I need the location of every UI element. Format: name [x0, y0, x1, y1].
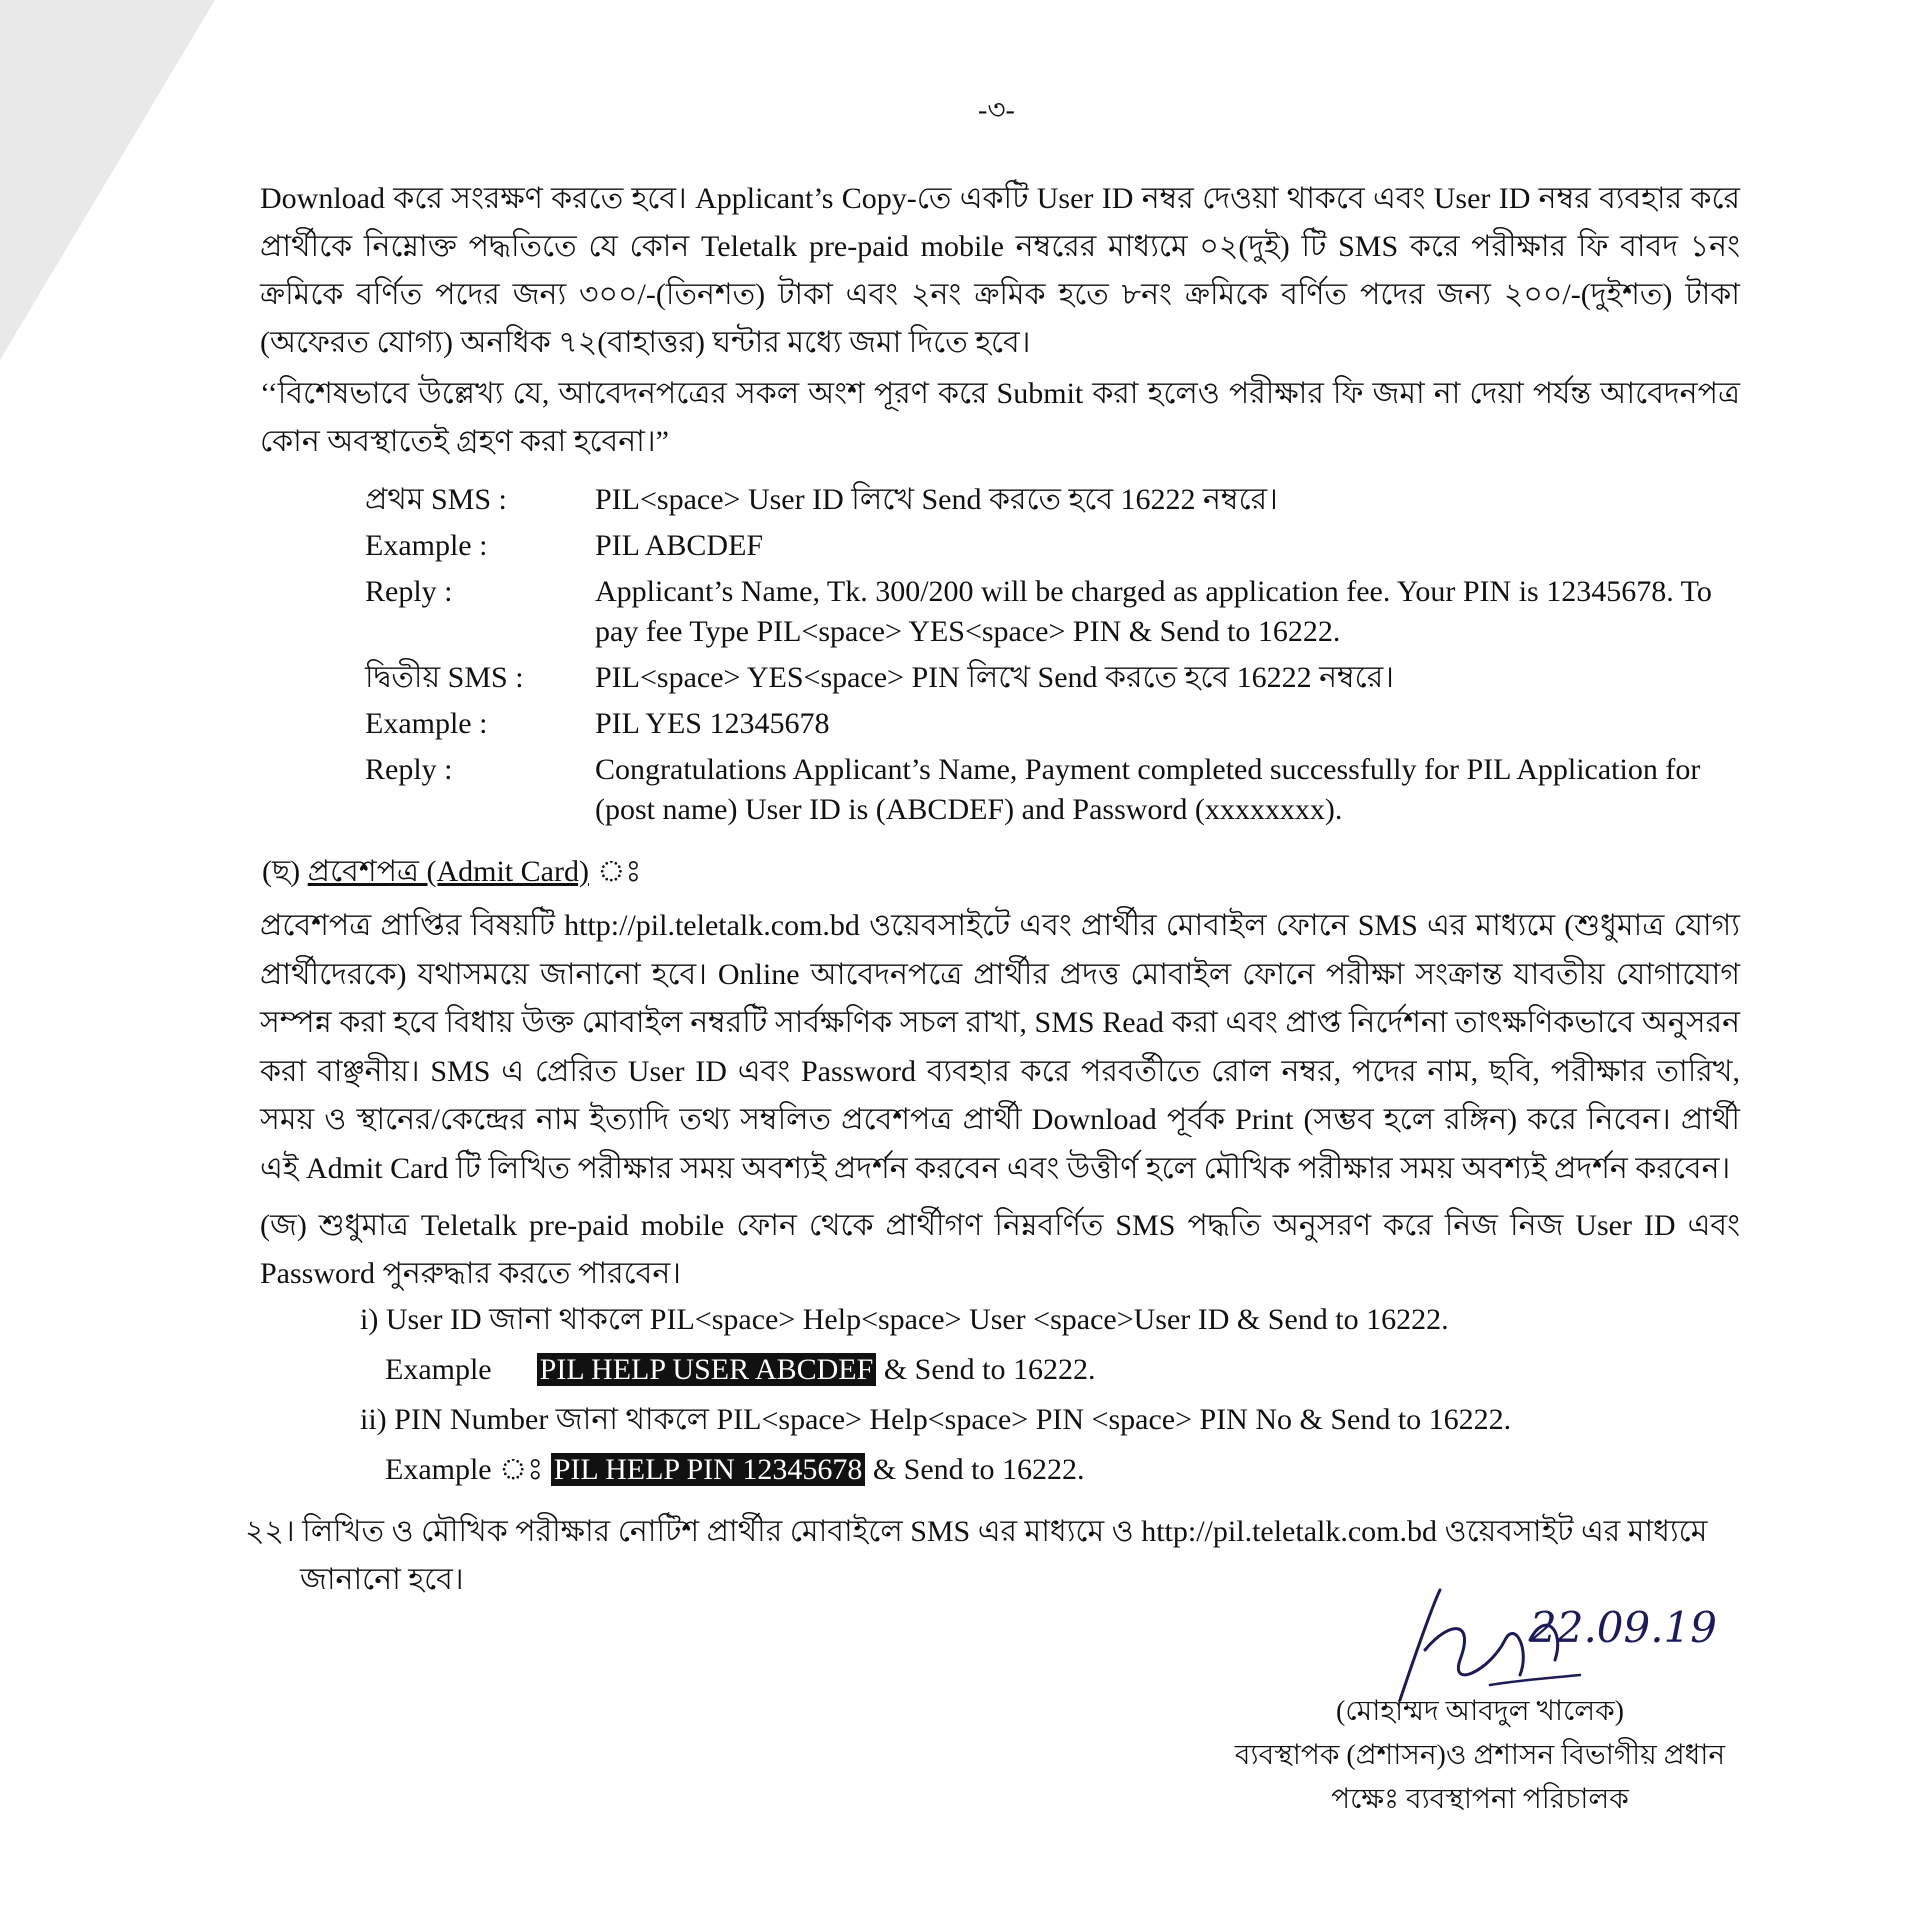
example-tail: & Send to 16222. [872, 1453, 1085, 1486]
fee-instructions-paragraph: Download করে সংরক্ষণ করতে হবে। Applicant’s Copy-তে একটি User ID নম্বর দেওয়া থাকবে এবং User ID নম্বর ব্যবহার করে প্রার্থীকে নিম্নোক্ত পদ্ধতিতে যে কোন Teletalk pre-paid mobile নম্বরের মাধ্যমে ০২(দুই) টি SMS করে পরীক্ষার ফি বাবদ ১নং ক্রমিকে বর্ণিত পদের জন্য ৩০০/-(তিনশত) টাকা এবং ২নং ক্রমিক হতে ৮নং ক্রমিকে বর্ণিত পদের জন্য ২০০/-(দুইশত) টাকা (অফেরত যোগ্য) অনধিক ৭২(বাহাত্তর) ঘন্টার মধ্যে জমা দিতে হবে। [260, 182, 1740, 359]
item-22-continuation: জানানো হবে। [300, 1563, 464, 1596]
sms-step-label: Reply : [365, 753, 453, 786]
sms-step-row [365, 572, 1755, 652]
notice-paragraph: ‘‘বিশেষভাবে উল্লেখ্য যে, আবেদনপত্রের সকল অংশ পূরণ করে Submit করা হলেও পরীক্ষার ফি জমা না দেয়া পর্যন্ত আবেদনপত্র কোন অবস্থাতেই গ্রহণ করা হবেনা।” [260, 377, 1740, 458]
sms-step-label: Example : [365, 707, 488, 740]
sms-step-row [365, 480, 1755, 520]
example-code-highlight: PIL HELP PIN 12345678 [551, 1453, 866, 1486]
sms-step-row [365, 526, 1755, 566]
recovery-user-id-example [360, 1350, 1760, 1390]
sms-step-value: PIL<space> YES<space> PIN লিখে Send করতে হবে 16222 নম্বরে। [595, 661, 1394, 694]
sms-step-row [365, 704, 1755, 744]
admit-card-prefix: (ছ) [262, 855, 301, 888]
page-corner-fold [0, 0, 215, 360]
example-label: Example [385, 1353, 492, 1386]
sms-step-label: প্রথম SMS : [365, 483, 507, 516]
signature-block [1220, 1690, 1740, 1822]
page-number: -৩- [978, 95, 1015, 126]
example-tail: & Send to 16222. [883, 1353, 1096, 1386]
recovery-help-block [360, 1300, 1760, 1500]
sms-step-value: PIL<space> User ID লিখে Send করতে হবে 16222 নম্বরে। [595, 483, 1278, 516]
signature-date: 22.09.19 [1530, 1603, 1718, 1652]
signatory-name: (মোহাম্মদ আবদুল খালেক) [1335, 1696, 1625, 1727]
sms-step-label: Reply : [365, 575, 453, 608]
recovery-user-id-line: i) User ID জানা থাকলে PIL<space> Help<space> User <space>User ID & Send to 16222. [360, 1303, 1449, 1336]
admit-card-heading [262, 852, 641, 892]
signatory-designation: ব্যবস্থাপক (প্রশাসন)ও প্রশাসন বিভাগীয় প্রধান [1234, 1740, 1726, 1771]
sms-step-value: PIL ABCDEF [595, 529, 764, 562]
sms-steps-table [365, 480, 1755, 836]
sms-step-label: Example : [365, 529, 488, 562]
recovery-paragraph: (জ) শুধুমাত্র Teletalk pre-paid mobile ফোন থেকে প্রার্থীগণ নিম্নবর্ণিত SMS পদ্ধতি অনুসরণ করে নিজ নিজ User ID এবং Password পুনরুদ্ধার করতে পারবেন। [260, 1209, 1740, 1290]
sms-step-value: Congratulations Applicant’s Name, Payment completed successfully for PIL Application for (post name) User ID is (ABCDEF) and Password (xxxxxxxx). [595, 753, 1701, 826]
recovery-pin-line: ii) PIN Number জানা থাকলে PIL<space> Help<space> PIN <space> PIN No & Send to 16222. [360, 1403, 1512, 1436]
example-code-highlight: PIL HELP USER ABCDEF [537, 1353, 877, 1386]
sms-step-row [365, 658, 1755, 698]
sms-step-row [365, 750, 1755, 830]
sms-step-value: PIL YES 12345678 [595, 707, 830, 740]
sms-step-label: দ্বিতীয় SMS : [365, 661, 524, 694]
example-label: Example ঃ [385, 1453, 544, 1486]
sms-step-value: Applicant’s Name, Tk. 300/200 will be charged as application fee. Your PIN is 12345678. To pay fee Type PIL<space> YES<space> PIN & Send to 16222. [595, 575, 1712, 648]
signatory-on-behalf: পক্ষেঃ ব্যবস্থাপনা পরিচালক [1331, 1784, 1629, 1815]
admit-card-title: প্রবেশপত্র (Admit Card) [307, 855, 589, 888]
admit-card-paragraph: প্রবেশপত্র প্রাপ্তির বিষয়টি http://pil.teletalk.com.bd ওয়েবসাইটে এবং প্রার্থীর মোবাইল ফোনে SMS এর মাধ্যমে (শুধুমাত্র যোগ্য প্রার্থীদেরকে) যথাসময়ে জানানো হবে। Online আবেদনপত্রে প্রার্থীর প্রদত্ত মোবাইল ফোনে পরীক্ষা সংক্রান্ত যাবতীয় যোগাযোগ সম্পন্ন করা হবে বিধায় উক্ত মোবাইল নম্বরটি সার্বক্ষণিক সচল রাখা, SMS Read করা এবং প্রাপ্ত নির্দেশনা তাৎক্ষণিকভাবে অনুসরন করা বাঞ্ছনীয়। SMS এ প্রেরিত User ID এবং Password ব্যবহার করে পরবর্তীতে রোল নম্বর, পদের নাম, ছবি, পরীক্ষার তারিখ, সময় ও স্থানের/কেন্দ্রের নাম ইত্যাদি তথ্য সম্বলিত প্রবেশপত্র প্রার্থী Download পূর্বক Print (সম্ভব হলে রঙ্গিন) করে নিবেন। প্রার্থী এই Admit Card টি লিখিত পরীক্ষার সময় অবশ্যই প্রদর্শন করবেন এবং উত্তীর্ণ হলে মৌখিক পরীক্ষার সময় অবশ্যই প্রদর্শন করবেন। [260, 909, 1740, 1185]
item-22-line: ২২। লিখিত ও মৌখিক পরীক্ষার নোটিশ প্রার্থীর মোবাইলে SMS এর মাধ্যমে ও http://pil.teletalk.com.bd ওয়েবসাইট এর মাধ্যমে [245, 1515, 1708, 1548]
recovery-pin-example [360, 1450, 1760, 1490]
